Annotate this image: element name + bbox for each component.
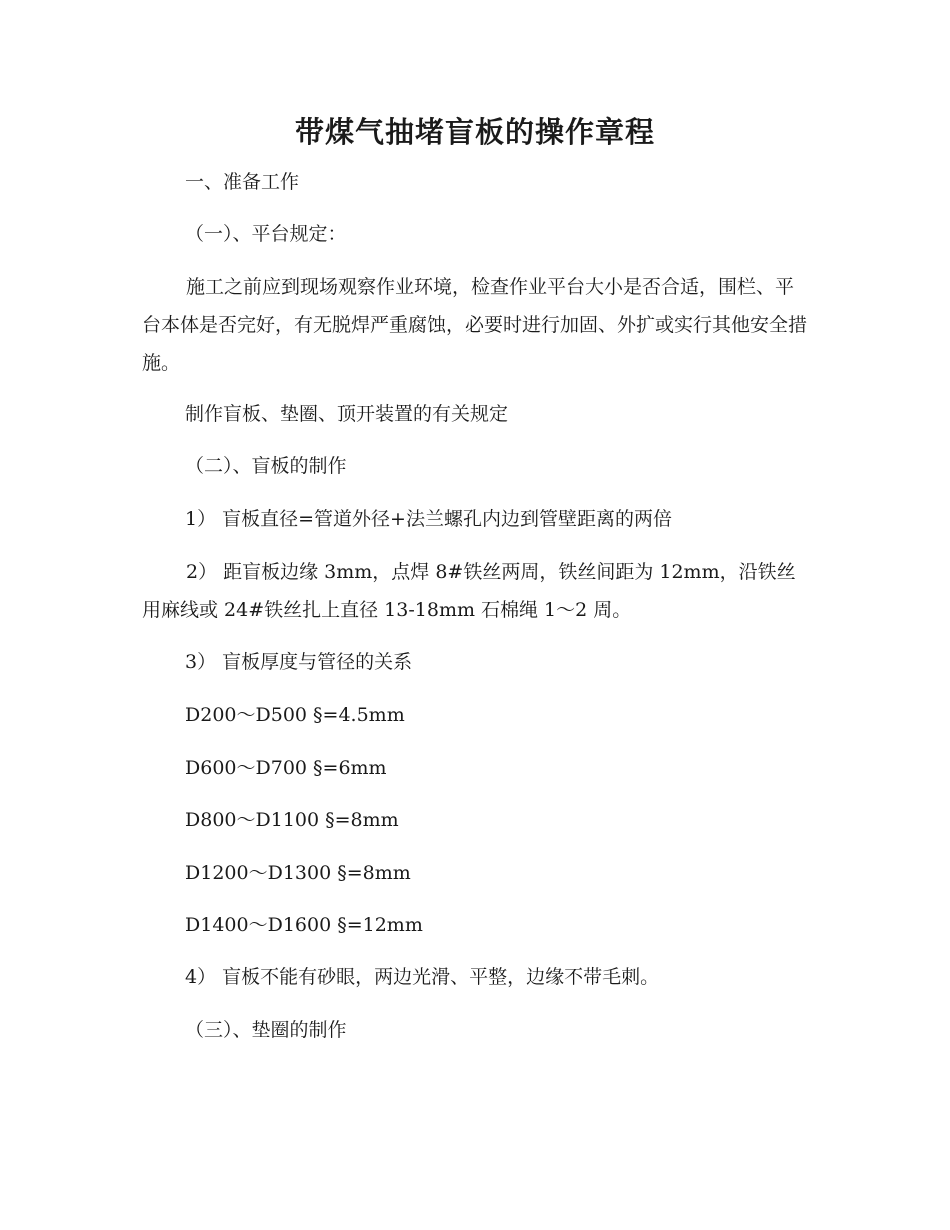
thickness-row-1: D200～D500 §=4.5mm (185, 704, 405, 726)
paragraph-platform-inspection: 施工之前应到现场观察作业环境，检查作业平台大小是否合适，围栏、平台本体是否完好，有无脱焊严重腐蚀，必要时进行加固、外扩或实行其他安全措施。 (142, 276, 808, 374)
section-heading-preparation: 一、准备工作 (185, 171, 300, 193)
list-item-3: 3） 盲板厚度与管径的关系 (185, 651, 413, 673)
paragraph-fabrication-rules: 制作盲板、垫圈、顶开装置的有关规定 (185, 403, 509, 425)
subsection-heading-gasket: （三）、垫圈的制作 (185, 1019, 347, 1041)
thickness-row-2: D600～D700 §=6mm (185, 757, 387, 779)
list-item-1: 1） 盲板直径=管道外径+法兰螺孔内边到管壁距离的两倍 (185, 508, 672, 530)
thickness-row-3: D800～D1100 §=8mm (185, 809, 399, 831)
subsection-heading-platform: （一）、平台规定： (185, 223, 347, 245)
list-item-2: 2） 距盲板边缘 3mm，点焊 8#铁丝两周，铁丝间距为 12mm，沿铁丝用麻线或 24#铁丝扎上直径 13-18mm 石棉绳 1～2 周。 (142, 561, 796, 621)
document-title: 带煤气抽堵盲板的操作章程 (294, 115, 655, 149)
thickness-row-4: D1200～D1300 §=8mm (185, 862, 411, 884)
subsection-heading-blind-plate: （二）、盲板的制作 (185, 455, 347, 477)
list-item-4: 4） 盲板不能有砂眼，两边光滑、平整，边缘不带毛刺。 (185, 966, 660, 988)
thickness-row-5: D1400～D1600 §=12mm (185, 914, 423, 936)
